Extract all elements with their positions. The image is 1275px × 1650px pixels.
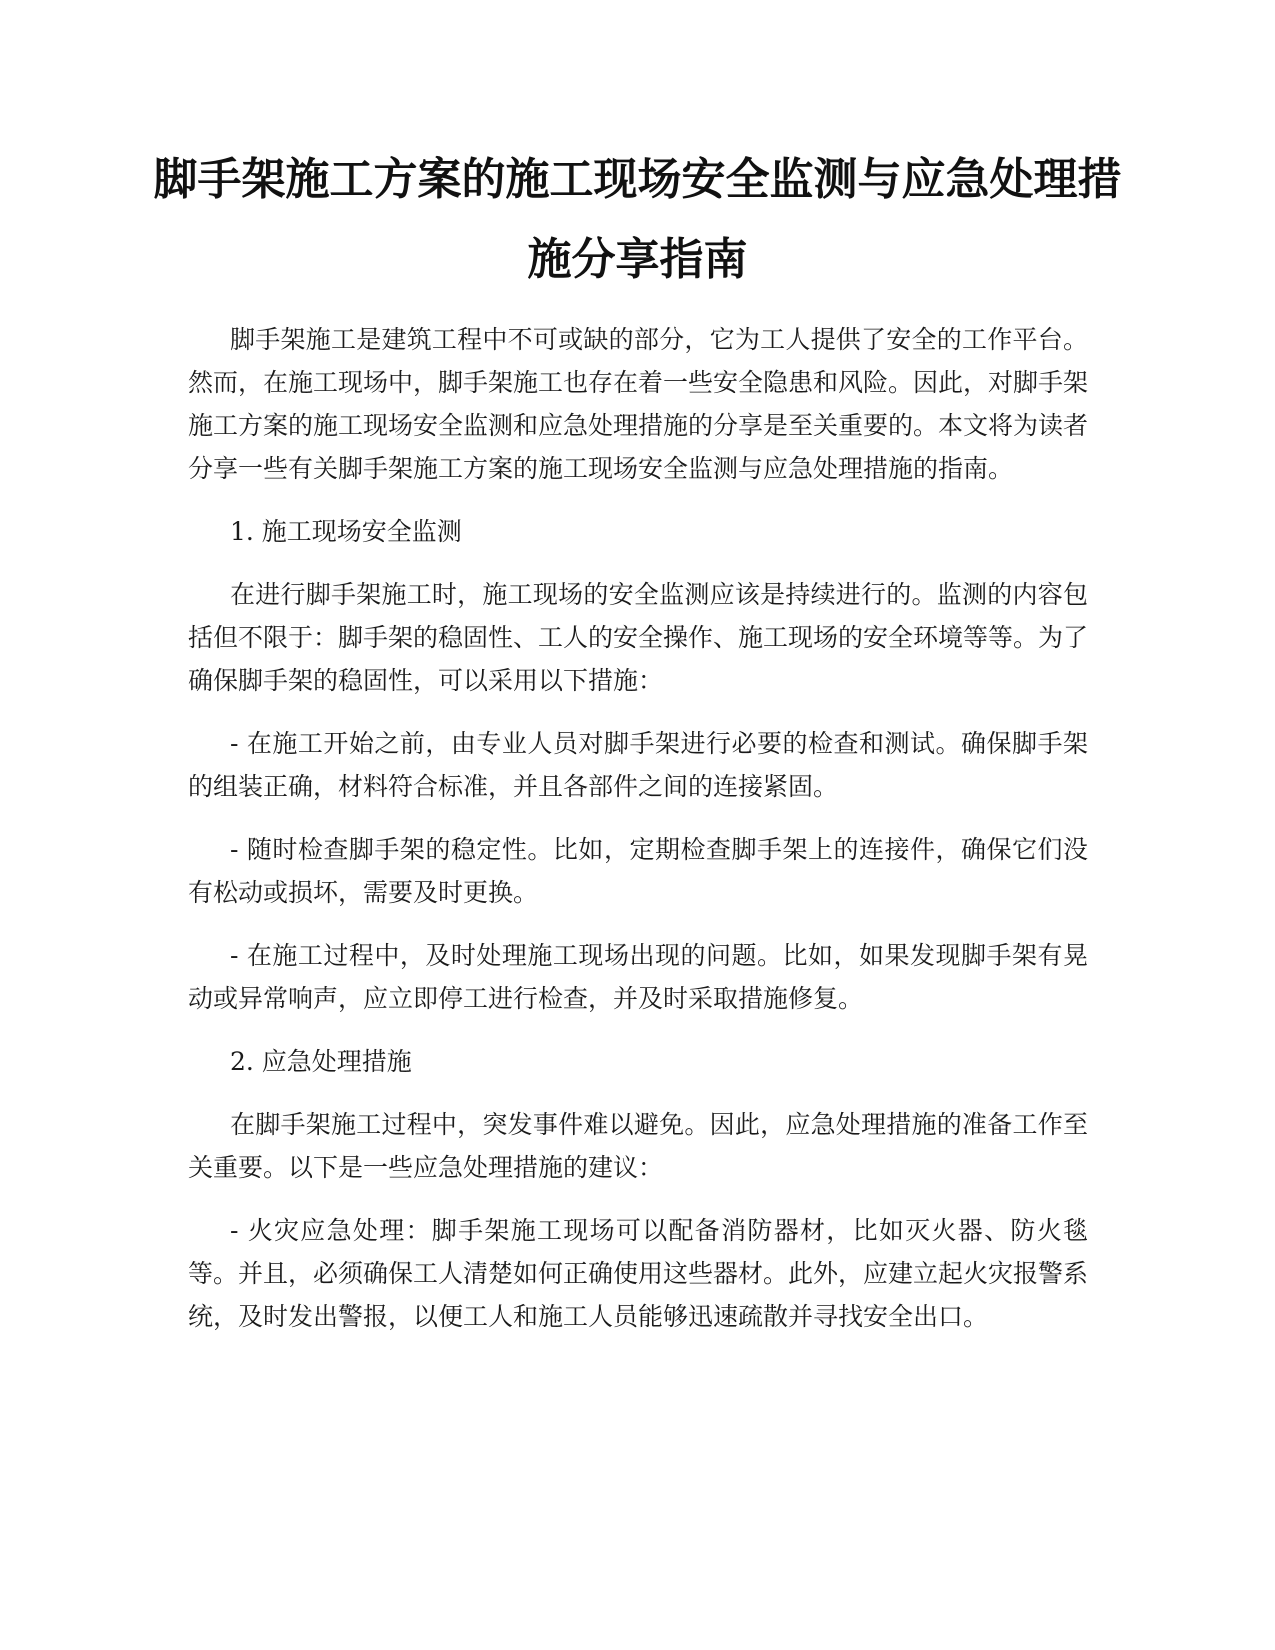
document-body xyxy=(188,318,1088,1358)
monitoring-item-stability: - 随时检查脚手架的稳定性。比如，定期检查脚手架上的连接件，确保它们没有松动或损坏，需要及时更换。 xyxy=(188,835,1088,907)
section-heading-monitoring: 1. 施工现场安全监测 xyxy=(230,517,462,546)
intro-paragraph: 脚手架施工是建筑工程中不可或缺的部分，它为工人提供了安全的工作平台。然而，在施工现场中，脚手架施工也存在着一些安全隐患和风险。因此，对脚手架施工方案的施工现场安全监测和应急处理措施的分享是至关重要的。本文将为读者分享一些有关脚手架施工方案的施工现场安全监测与应急处理措施的指南。 xyxy=(188,325,1089,483)
monitoring-paragraph: 在进行脚手架施工时，施工现场的安全监测应该是持续进行的。监测的内容包括但不限于：脚手架的稳固性、工人的安全操作、施工现场的安全环境等等。为了确保脚手架的稳固性，可以采用以下措施： xyxy=(188,580,1089,695)
emergency-paragraph: 在脚手架施工过程中，突发事件难以避免。因此，应急处理措施的准备工作至关重要。以下是一些应急处理措施的建议： xyxy=(188,1110,1088,1182)
emergency-item-fire: - 火灾应急处理：脚手架施工现场可以配备消防器材，比如灭火器、防火毯等。并且，必须确保工人清楚如何正确使用这些器材。此外，应建立起火灾报警系统，及时发出警报，以便工人和施工人员能够迅速疏散并寻找安全出口。 xyxy=(188,1216,1089,1331)
document-title: 脚手架施工方案的施工现场安全监测与应急处理措施分享指南 xyxy=(153,154,1122,285)
section-heading-emergency: 2. 应急处理措施 xyxy=(230,1047,412,1076)
monitoring-item-issues: - 在施工过程中，及时处理施工现场出现的问题。比如，如果发现脚手架有晃动或异常响声，应立即停工进行检查，并及时采取措施修复。 xyxy=(188,941,1088,1013)
monitoring-item-inspection: - 在施工开始之前，由专业人员对脚手架进行必要的检查和测试。确保脚手架的组装正确，材料符合标准，并且各部件之间的连接紧固。 xyxy=(188,729,1088,801)
